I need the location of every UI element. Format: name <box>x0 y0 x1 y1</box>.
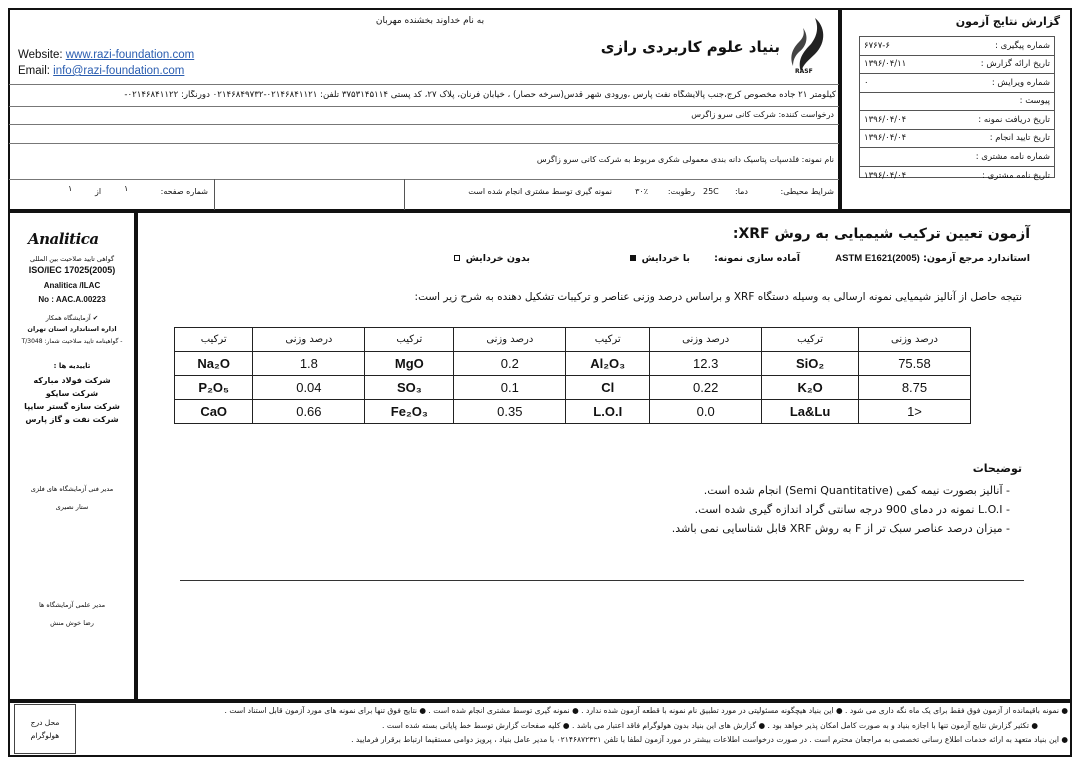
sample-value: فلدسپات پتاسیک دانه بندی معمولی شکری مربوط به شرکت کانی سرو زاگرس <box>536 155 800 164</box>
note-item: - آنالیز بصورت نیمه کمی (Semi Quantitative) انجام شده است. <box>703 484 1010 497</box>
iso-text: ISO/IEC 17025(2005) <box>28 265 116 275</box>
table-cell: 0.04 <box>253 376 365 400</box>
table-cell: P₂O₅ <box>175 376 253 400</box>
table-cell: Na₂O <box>175 352 253 376</box>
table-cell: 0.35 <box>454 400 566 424</box>
table-header: ترکیب <box>762 328 859 352</box>
humidity-value: ۳۰٪ <box>635 187 648 196</box>
standard-line <box>810 253 1030 264</box>
org-name: بنیاد علوم کاربردی رازی <box>600 38 780 56</box>
cert-line: گواهی تایید صلاحیت بین المللی <box>29 255 115 263</box>
website-label: Website: <box>18 49 63 61</box>
approval-item: شرکت سازه گستر سایپا <box>24 402 120 411</box>
table-cell: Cl <box>566 376 650 400</box>
option-grinding[interactable] <box>600 253 690 264</box>
table-cell: 0.22 <box>650 376 762 400</box>
option-grinding-label: با خردایش <box>641 253 690 264</box>
org-logo <box>785 14 833 80</box>
summary-label: تاریخ تایید انجام : <box>989 133 1050 144</box>
logo-text: RASF <box>795 68 813 75</box>
footer-line: ● تکثیر گزارش نتایج آزمون تنها با اجازه بنیاد و به صورت کامل امکان پذیر خواهد بود . ● گزارش های این بنیاد بدون هولوگرام فاقد اعتبار می باشد . ● کلیه صفحات گزارش توسط خط پایانی بسته شده است . <box>382 720 1038 730</box>
prep-label: آماده سازی نمونه: <box>714 253 800 264</box>
notes-list <box>560 484 1010 541</box>
footer-line: ● نمونه باقیمانده از آزمون فوق فقط برای یک ماه نگه داری می شود . ● این بنیاد هیچگونه مسئولیتی در مورد تطبیق نام نمونه با قطعه آزمون شده ندارد . ● نمونه گیری توسط مشتری انجام شده است . ● نتایج فوق تنها برای نمونه های مورد آزمون قابل استناد است . <box>224 706 1068 715</box>
email-line <box>18 65 184 77</box>
end-line <box>180 580 1024 581</box>
sampling-note: نمونه گیری توسط مشتری انجام شده است <box>468 187 612 196</box>
results-table <box>174 327 971 424</box>
notes-title: توضیحات <box>972 462 1022 475</box>
summary-row <box>860 74 1054 93</box>
tech-manager-name: ستار نصیری <box>55 503 89 511</box>
humidity-label: رطوبت: <box>667 187 695 196</box>
footer-notes <box>84 704 1068 748</box>
page-total: ۱ <box>68 184 73 193</box>
table-header: ترکیب <box>566 328 650 352</box>
summary-label: شماره پیگیری : <box>995 40 1050 51</box>
standard-label: استاندارد مرجع آزمون: <box>923 253 1030 264</box>
email-link[interactable]: info@razi-foundation.com <box>53 65 185 77</box>
sci-manager-name: رضا خوش منش <box>50 619 94 627</box>
approval-item: شرکت فولاد مبارکه <box>33 376 111 385</box>
table-cell: 0.2 <box>454 352 566 376</box>
hologram-box <box>14 704 76 754</box>
table-cell: 0.1 <box>454 376 566 400</box>
table-cell: 12.3 <box>650 352 762 376</box>
page-label: شماره صفحه: <box>160 187 208 196</box>
page-of: از <box>95 187 102 196</box>
summary-row <box>860 130 1054 149</box>
option-no-grinding-label: بدون خردایش <box>465 253 530 264</box>
temp-value: 25C <box>703 187 719 196</box>
sample-line <box>300 155 834 164</box>
empty-box-icon <box>454 255 460 261</box>
table-cell: SiO₂ <box>762 352 859 376</box>
summary-row <box>860 111 1054 130</box>
requester-label: درخواست کننده: <box>778 110 834 119</box>
note-item: - L.O.I نمونه در دمای 900 درجه سانتی گراد اندازه گیری شده است. <box>694 503 1010 516</box>
table-cell: MgO <box>365 352 454 376</box>
website-link[interactable]: www.razi-foundation.com <box>65 49 195 61</box>
env-label: شرایط محیطی: <box>780 187 834 196</box>
sci-manager-title: مدیر علمی آزمایشگاه ها <box>38 601 106 609</box>
table-header: ترکیب <box>175 328 253 352</box>
summary-label: پیوست : <box>1019 96 1050 107</box>
summary-row <box>860 37 1054 56</box>
address-line: کیلومتر ۲۱ جاده مخصوص کرج،جنب پالایشگاه نفت پارس ،ورودی شهر قدس(سرخه حصار) ، خیابان فرنان، پلاک ۲۷، کد پستی ۳۷۵۳۱۴۵۱۱۴ تلفن: ۰۲۱۴۶۸۴۱۱۲۱-۰۲۱۴۶۸۴۹۷۳۲ دورنگار: ۰۲۱۴۶۸۴۱۱۲۲- <box>124 90 836 100</box>
summary-value: ۰ <box>864 77 869 88</box>
table-cell: 0.66 <box>253 400 365 424</box>
partner-lab <box>14 314 130 322</box>
table-cell: Al₂O₃ <box>566 352 650 376</box>
summary-row <box>860 148 1054 167</box>
summary-row <box>860 93 1054 112</box>
bismillah: به نام خداوند بخشنده مهربان <box>375 16 485 26</box>
table-row <box>175 352 971 376</box>
approval-item: شرکت نفت و گاز پارس <box>25 415 119 424</box>
page-current: ۱ <box>124 184 129 193</box>
table-cell: <1 <box>858 400 970 424</box>
standard-value: ASTM E1621(2005) <box>835 253 920 264</box>
summary-label: تاریخ نامه مشتری : <box>982 170 1050 181</box>
table-cell: 1.8 <box>253 352 365 376</box>
table-cell: 0.0 <box>650 400 762 424</box>
table-header: درصد وزنی <box>858 328 970 352</box>
table-header: درصد وزنی <box>454 328 566 352</box>
partner-lab-text: آزمایشگاه همکار <box>45 314 91 322</box>
table-header: درصد وزنی <box>253 328 365 352</box>
summary-row <box>860 167 1054 186</box>
summary-label: تاریخ دریافت نمونه : <box>978 114 1050 125</box>
table-header: درصد وزنی <box>650 328 762 352</box>
table-header: ترکیب <box>365 328 454 352</box>
table-cell: Fe₂O₃ <box>365 400 454 424</box>
table-cell: K₂O <box>762 376 859 400</box>
summary-label: تاریخ ارائه گزارش : <box>980 59 1050 70</box>
temp-label: دما: <box>735 187 748 196</box>
table-cell: L.O.I <box>566 400 650 424</box>
approval-line: - گواهینامه تایید صلاحیت شمار: T/3048 <box>21 338 123 345</box>
requester-line <box>400 110 834 119</box>
table-row <box>175 376 971 400</box>
summary-value: ۶۷۶۷-۶ <box>864 40 890 51</box>
analitica-logo: Analitica <box>28 230 99 248</box>
test-title: آزمون تعیین ترکیب شیمیایی به روش XRF: <box>732 226 1030 242</box>
hologram-label: محل درج هولوگرام <box>30 718 60 740</box>
summary-value: ۱۳۹۶/۰۴/۱۱ <box>864 59 907 70</box>
footer-line: ● این بنیاد متعهد به ارائه خدمات اطلاع رسانی تخصصی به مراجعان محترم است . در صورت درخواست اطلاعات بیشتر در مورد آزمون لطفا با تلفن ۰۲۱۴۶۸۷۲۳۲۱ با مدیر عامل بنیاد ، پرویز دوامی مستقیما ارتباط برقرار فرمایید . <box>351 735 1068 745</box>
intro-text: نتیجه حاصل از آنالیز شیمیایی نمونه ارسالی به وسیله دستگاه XRF و براساس درصد وزنی عناصر و ترکیبات تشکیل دهنده به شرح زیر است: <box>414 291 1022 303</box>
summary-value: ۱۳۹۶/۰۴/۰۴ <box>864 133 907 144</box>
approval-item: شرکت سایکو <box>45 389 99 398</box>
summary-label: شماره نامه مشتری : <box>975 151 1050 162</box>
sample-label: نام نمونه: <box>801 155 834 164</box>
note-item: - میزان درصد عناصر سبک تر از F به روش XRF قابل شناسایی نمی باشد. <box>671 522 1010 535</box>
email-label: Email: <box>18 65 50 77</box>
tech-manager-title: مدیر فنی آزمایشگاه های فلزی <box>30 485 114 493</box>
table-cell: SO₃ <box>365 376 454 400</box>
website-line <box>18 49 194 61</box>
summary-table <box>859 36 1055 181</box>
checked-box-icon <box>630 255 636 261</box>
table-header-row <box>175 328 971 352</box>
summary-title: گزارش نتایج آزمون <box>955 15 1060 28</box>
ilac-text: Analitica /ILAC <box>43 281 101 290</box>
cert-no: No : AAC.A.00223 <box>38 295 106 304</box>
table-cell: La&Lu <box>762 400 859 424</box>
option-no-grinding[interactable] <box>440 253 530 264</box>
standard-office: اداره استاندارد استان تهران <box>27 325 117 333</box>
requester-value: شرکت کانی سرو زاگرس <box>691 110 776 119</box>
main-content <box>136 211 1072 701</box>
table-row <box>175 400 971 424</box>
summary-value: ۱۳۹۶/۰۴/۰۴ <box>864 170 907 181</box>
table-cell: CaO <box>175 400 253 424</box>
table-cell: 75.58 <box>858 352 970 376</box>
approved-by: تاییدیه ها : <box>53 362 91 370</box>
check-icon: ✔ <box>90 314 99 322</box>
summary-row <box>860 56 1054 75</box>
table-cell: 8.75 <box>858 376 970 400</box>
summary-value: ۱۳۹۶/۰۴/۰۴ <box>864 114 907 125</box>
summary-label: شماره ویرایش : <box>991 77 1050 88</box>
